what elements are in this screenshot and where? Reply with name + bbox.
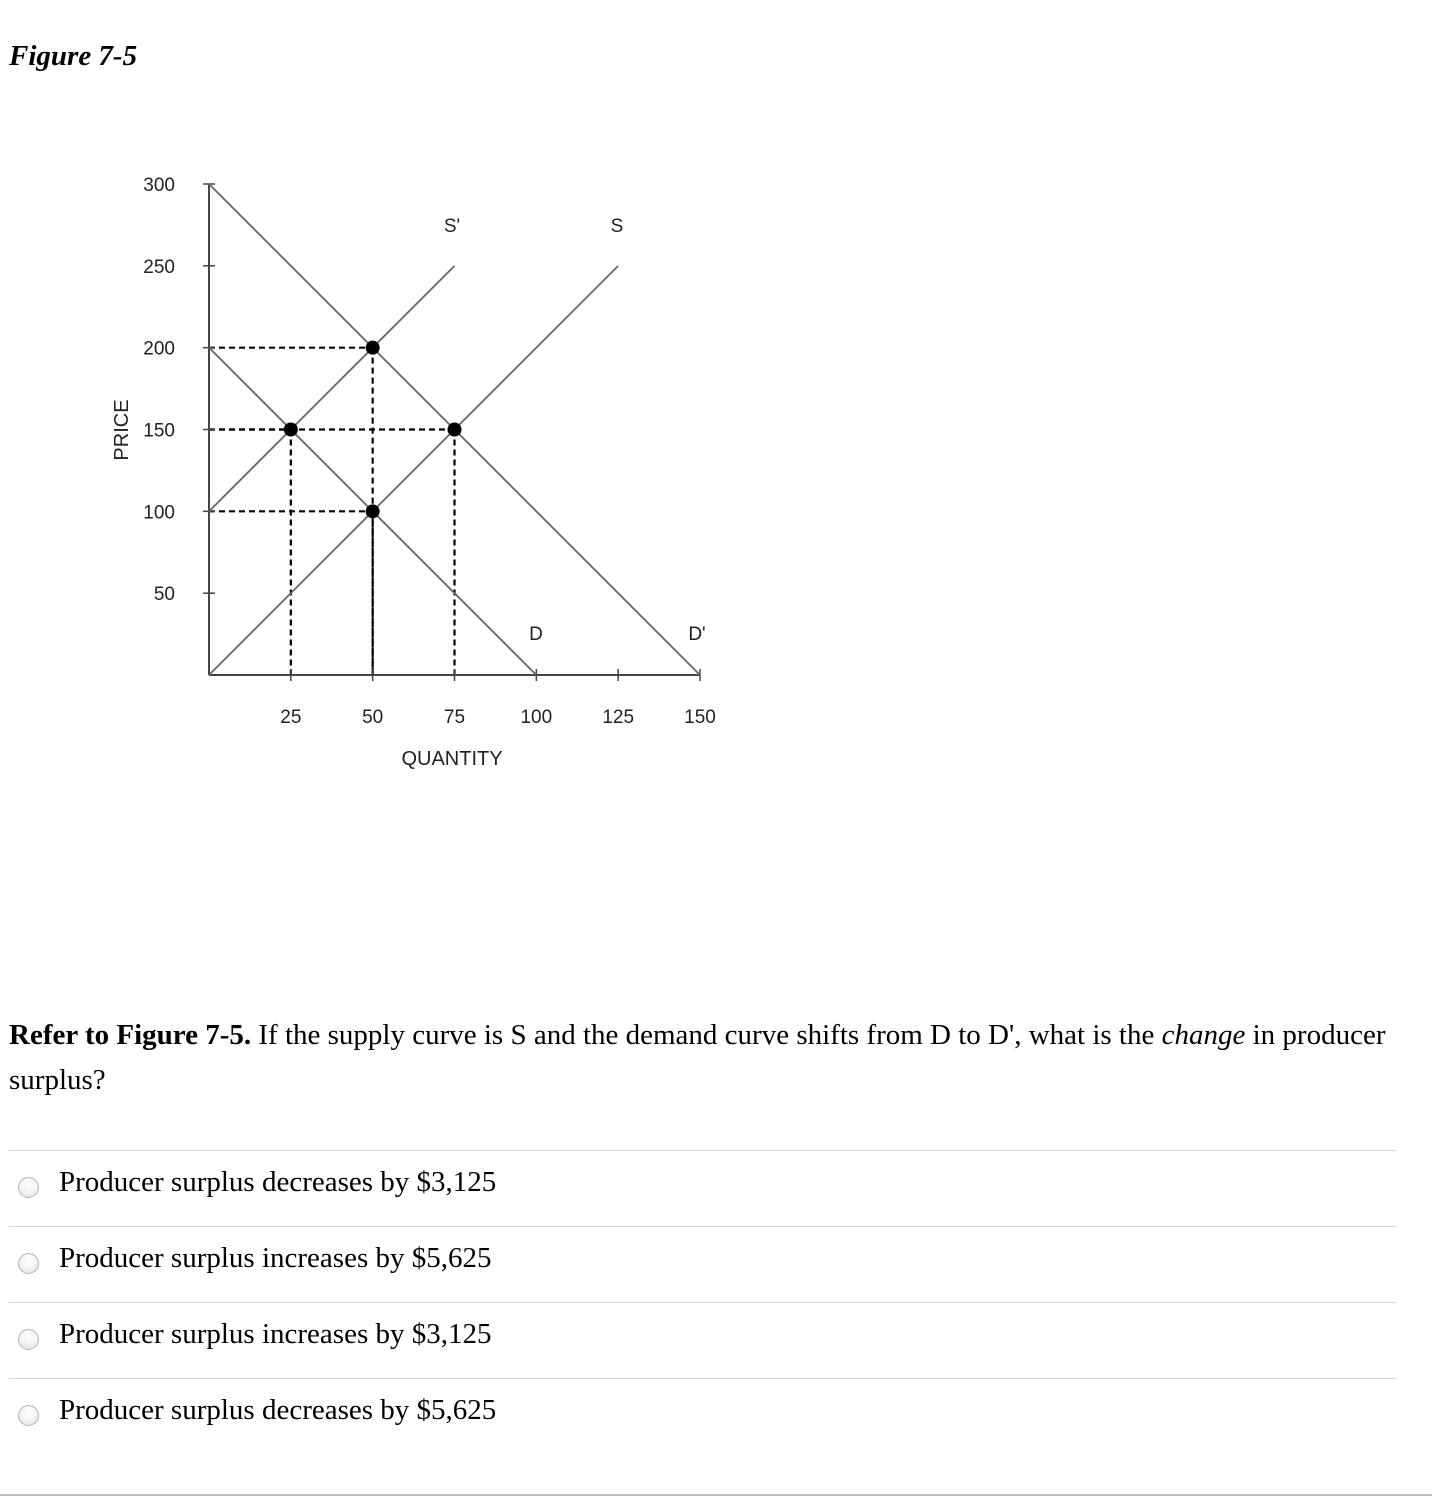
equilibrium-point bbox=[448, 423, 462, 437]
radio-button-icon[interactable] bbox=[18, 1405, 39, 1426]
y-tick-label: 250 bbox=[143, 256, 175, 278]
curve-label-s-prime: S' bbox=[443, 216, 461, 237]
answer-option-4[interactable] bbox=[9, 1378, 1396, 1454]
x-tick-label: 100 bbox=[520, 707, 553, 728]
figure-title: Figure 7-5 bbox=[9, 40, 138, 72]
answer-option-1[interactable] bbox=[9, 1150, 1396, 1226]
bottom-divider bbox=[0, 1494, 1432, 1496]
x-tick-label: 25 bbox=[280, 707, 302, 728]
equilibrium-point bbox=[366, 341, 380, 355]
question-body: If the supply curve is S and the demand curve shifts from D to D', what is the bbox=[251, 1019, 1162, 1051]
radio-button-icon[interactable] bbox=[18, 1253, 39, 1274]
y-tick-label: 50 bbox=[153, 584, 175, 606]
radio-button-icon[interactable] bbox=[18, 1329, 39, 1350]
equilibrium-point bbox=[366, 504, 380, 518]
question-end: in producer surplus? bbox=[9, 1019, 1386, 1096]
x-tick-label: 75 bbox=[443, 707, 466, 728]
answer-option-2[interactable] bbox=[9, 1226, 1396, 1302]
question-text bbox=[9, 1013, 1389, 1103]
answer-option-label: Producer surplus decreases by $3,125 bbox=[59, 1166, 497, 1198]
equilibrium-point bbox=[284, 423, 298, 437]
x-tick-label: 125 bbox=[602, 707, 635, 728]
y-tick-label: 150 bbox=[143, 420, 175, 442]
answer-option-label: Producer surplus increases by $5,625 bbox=[59, 1242, 492, 1274]
answer-option-3[interactable] bbox=[9, 1302, 1396, 1378]
y-tick-label: 100 bbox=[143, 502, 175, 524]
curve-s-prime bbox=[209, 266, 455, 512]
supply-demand-chart bbox=[0, 0, 800, 800]
guide-lines bbox=[209, 348, 455, 675]
question-reference: Refer to Figure 7-5. bbox=[9, 1019, 252, 1051]
curve-label-d-prime: D' bbox=[688, 624, 706, 645]
y-axis-label: PRICE bbox=[111, 399, 133, 461]
x-tick-label: 150 bbox=[684, 707, 716, 728]
curve-label-d: D bbox=[529, 624, 543, 645]
curve-label-s: S bbox=[610, 216, 624, 237]
x-tick-label: 50 bbox=[362, 707, 384, 728]
question-emphasis: change bbox=[1161, 1019, 1246, 1051]
answer-option-label: Producer surplus increases by $3,125 bbox=[59, 1318, 492, 1350]
chart-labels bbox=[111, 175, 716, 770]
y-tick-label: 200 bbox=[143, 338, 175, 360]
answer-option-label: Producer surplus decreases by $5,625 bbox=[59, 1394, 497, 1426]
x-axis-label: QUANTITY bbox=[401, 748, 503, 770]
curve-s bbox=[209, 266, 618, 675]
y-tick-label: 300 bbox=[143, 175, 175, 196]
radio-button-icon[interactable] bbox=[18, 1177, 39, 1198]
